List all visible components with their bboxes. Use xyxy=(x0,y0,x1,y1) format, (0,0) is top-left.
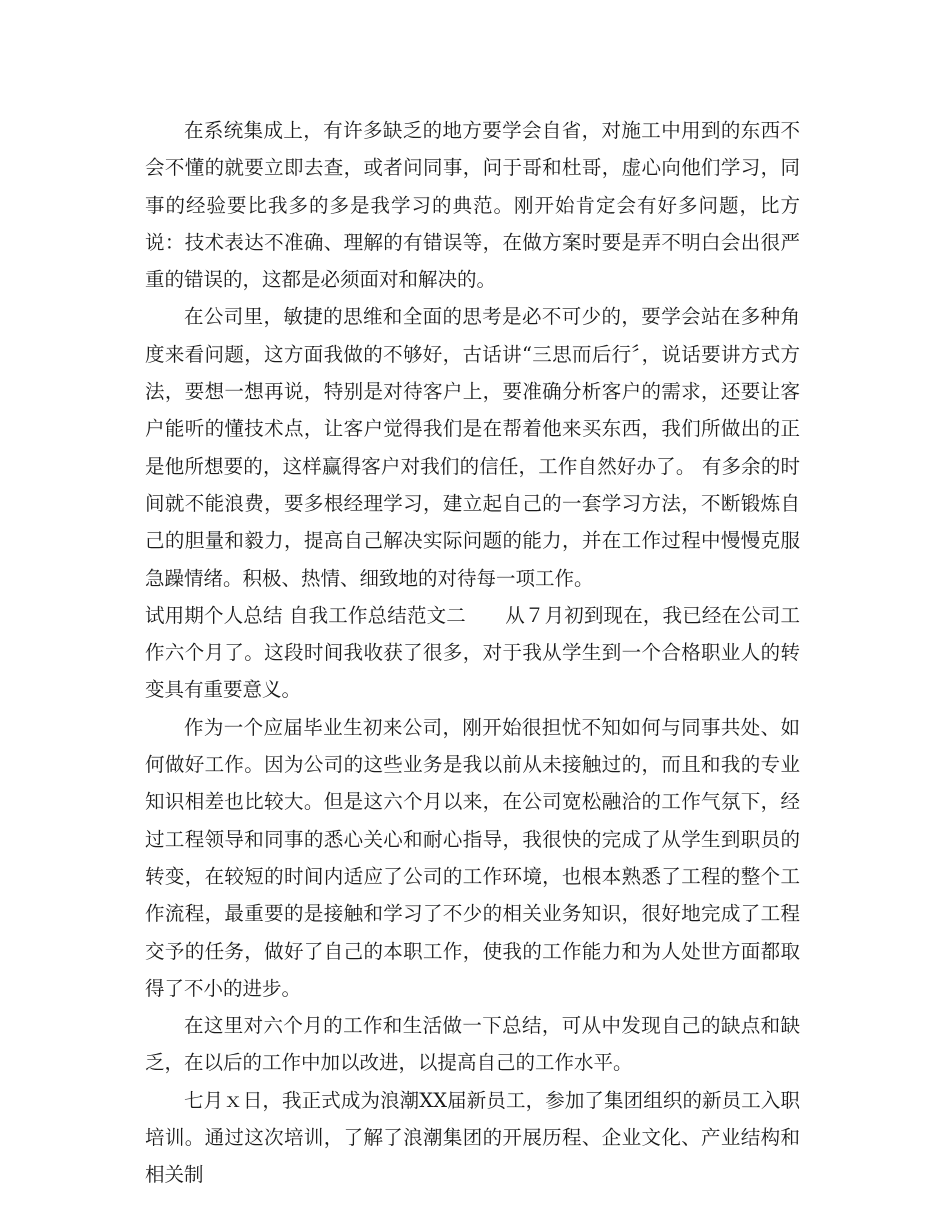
paragraph-system-integration: 在系统集成上，有许多缺乏的地方要学会自省，对施工中用到的东西不会不懂的就要立即去查，或者问同事，问于哥和杜哥，虚心向他们学习，同事的经验要比我多的多是我学习的典范。刚开始肯定会有好多问题，比方说：技术表达不准确、理解的有错误等，在做方案时要是弄不明白会出很严重的错误的，这都是必须面对和解决的。 xyxy=(145,119,800,292)
paragraph-new-graduate: 作为一个应届毕业生初来公司，刚开始很担忧不知如何与同事共处、如何做好工作。因为公司的这些业务是我以前从未接触过的，而且和我的专业知识相差也比较大。但是这六个月以来，在公司宽松融洽的工作气氛下，经过工程领导和同事的悉心关心和耐心指导，我很快的完成了从学生到职员的转变，在较短的时间内适应了公司的工作环境，也根本熟悉了工程的整个工作流程，最重要的是接触和学习了不少的相关业务知识，很好地完成了工程交予的任务，做好了自己的本职工作，使我的工作能力和为人处世方面都取得了不小的进步。 xyxy=(145,715,800,1000)
document-body xyxy=(145,112,800,1194)
paragraph-summary-intro: 在这里对六个月的工作和生活做一下总结，可从中发现自己的缺点和缺乏，在以后的工作中加以改进，以提高自己的工作水平。 xyxy=(145,1014,800,1075)
paragraph-training: 七月ｘ日，我正式成为浪潮XX届新员工，参加了集团组织的新员工入职培训。通过这次培训，了解了浪潮集团的开展历程、企业文化、产业结构和相关制 xyxy=(145,1088,800,1187)
paragraph-thinking-skills: 在公司里，敏捷的思维和全面的思考是必不可少的，要学会站在多种角度来看问题，这方面我做的不够好，古话讲“三思而后行〞，说话要讲方式方法，要想一想再说，特别是对待客户上，要准确分析客户的需求，还要让客户能听的懂技术点，让客户觉得我们是在帮着他来买东西，我们所做出的正是他所想要的，这样赢得客户对我们的信任，工作自然好办了。 有多余的时间就不能浪费，要多根经理学习，建立起自己的一套学习方法，不断锻炼自己的胆量和毅力，提高自己解决实际问题的能力，并在工作过程中慢慢克服急躁情绪。积极、热情、细致地的对待每一项工作。 xyxy=(145,305,800,590)
paragraph-section-heading: 试用期个人总结 自我工作总结范文二 从７月初到现在，我已经在公司工作六个月了。这段时间我收获了很多，对于我从学生到一个合格职业人的转变具有重要意义。 xyxy=(145,603,800,702)
